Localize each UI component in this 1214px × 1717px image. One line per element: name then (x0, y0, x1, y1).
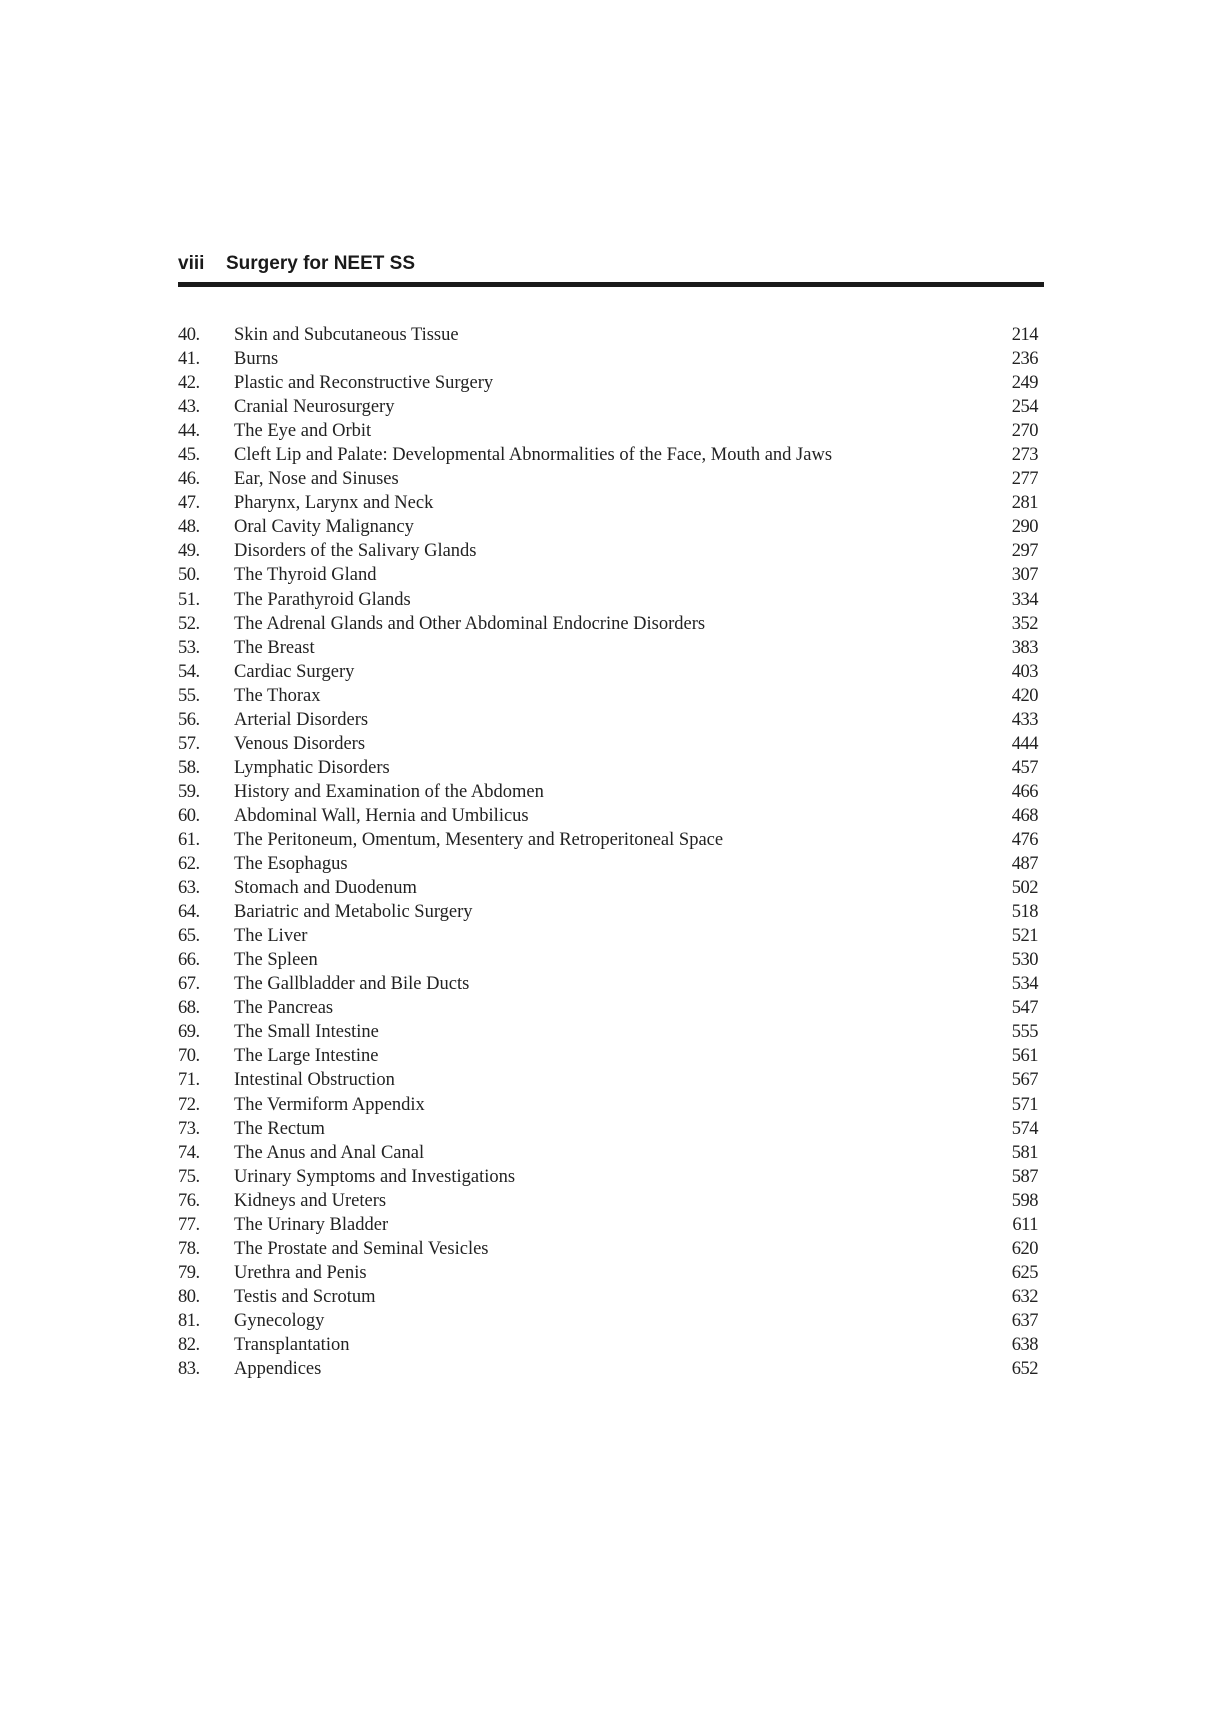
chapter-title: The Rectum (234, 1118, 325, 1139)
chapter-title: Gynecology (234, 1310, 325, 1331)
chapter-title: The Large Intestine (234, 1046, 379, 1067)
chapter-page-number: 433 (1011, 709, 1038, 730)
chapter-page-number: 270 (1011, 421, 1038, 442)
toc-entry (178, 1309, 1038, 1333)
chapter-page-number: 468 (1011, 805, 1038, 826)
chapter-number: 58. (178, 757, 200, 778)
toc-entry (178, 756, 1038, 780)
chapter-title: The Vermiform Appendix (234, 1094, 425, 1115)
chapter-page-number: 521 (1011, 926, 1038, 947)
chapter-page-number: 637 (1011, 1310, 1038, 1331)
chapter-title: Testis and Scrotum (234, 1286, 376, 1307)
chapter-page-number: 567 (1011, 1070, 1038, 1091)
toc-entry (178, 1285, 1038, 1309)
chapter-title: The Peritoneum, Omentum, Mesentery and Retroperitoneal Space (234, 829, 724, 850)
book-title: Surgery for NEET SS (226, 253, 415, 274)
chapter-number: 70. (178, 1046, 200, 1067)
toc-entry (178, 684, 1038, 708)
chapter-title: The Parathyroid Glands (234, 589, 411, 610)
chapter-number: 43. (178, 397, 200, 418)
chapter-title: The Pancreas (234, 998, 334, 1019)
chapter-page-number: 561 (1011, 1046, 1038, 1067)
chapter-number: 83. (178, 1359, 200, 1380)
toc-entry (178, 1357, 1038, 1381)
chapter-number: 65. (178, 926, 200, 947)
toc-entry (178, 1044, 1038, 1068)
chapter-page-number: 383 (1011, 637, 1038, 658)
chapter-title: The Gallbladder and Bile Ducts (234, 974, 470, 995)
toc-entry (178, 1068, 1038, 1092)
chapter-page-number: 254 (1011, 397, 1038, 418)
chapter-page-number: 534 (1011, 974, 1038, 995)
toc-entry (178, 515, 1038, 539)
chapter-title: Urethra and Penis (234, 1262, 367, 1283)
chapter-title: The Prostate and Seminal Vesicles (234, 1238, 489, 1259)
chapter-page-number: 620 (1011, 1238, 1038, 1259)
chapter-number: 41. (178, 349, 200, 370)
toc-entry (178, 612, 1038, 636)
chapter-title: Appendices (234, 1359, 322, 1380)
chapter-number: 64. (178, 902, 200, 923)
chapter-title: Cardiac Surgery (234, 661, 355, 682)
chapter-number: 74. (178, 1142, 200, 1163)
chapter-number: 48. (178, 517, 200, 538)
chapter-page-number: 297 (1011, 541, 1038, 562)
toc-entry (178, 467, 1038, 491)
chapter-number: 52. (178, 613, 200, 634)
chapter-page-number: 632 (1011, 1286, 1038, 1307)
running-header (178, 249, 1044, 287)
chapter-number: 59. (178, 781, 200, 802)
chapter-page-number: 352 (1011, 613, 1038, 634)
chapter-page-number: 574 (1011, 1118, 1038, 1139)
toc-entry (178, 852, 1038, 876)
toc-entry (178, 828, 1038, 852)
toc-entry (178, 948, 1038, 972)
chapter-title: Skin and Subcutaneous Tissue (234, 325, 459, 345)
toc-entry (178, 660, 1038, 684)
toc-entry (178, 1261, 1038, 1285)
toc-entry (178, 996, 1038, 1020)
chapter-title: The Eye and Orbit (234, 421, 372, 442)
toc-entry (178, 1189, 1038, 1213)
chapter-number: 75. (178, 1166, 200, 1187)
chapter-page-number: 518 (1011, 902, 1038, 923)
chapter-title: Urinary Symptoms and Investigations (234, 1166, 516, 1187)
toc-entry (178, 443, 1038, 467)
chapter-page-number: 581 (1011, 1142, 1038, 1163)
chapter-number: 46. (178, 469, 200, 490)
toc-entry (178, 371, 1038, 395)
chapter-title: The Small Intestine (234, 1022, 379, 1043)
toc-entry (178, 1213, 1038, 1237)
chapter-title: Cranial Neurosurgery (234, 397, 395, 418)
chapter-title: Cleft Lip and Palate: Developmental Abnormalities of the Face, Mouth and Jaws (234, 445, 833, 466)
chapter-title: Lymphatic Disorders (234, 757, 390, 778)
chapter-number: 60. (178, 805, 200, 826)
chapter-title: Plastic and Reconstructive Surgery (234, 373, 494, 394)
toc-entry (178, 1333, 1038, 1357)
chapter-number: 63. (178, 878, 200, 899)
page-number: viii (178, 253, 205, 274)
chapter-number: 76. (178, 1190, 200, 1211)
toc-entry (178, 1237, 1038, 1261)
chapter-page-number: 502 (1011, 878, 1038, 899)
chapter-page-number: 530 (1011, 950, 1038, 971)
chapter-number: 53. (178, 637, 200, 658)
chapter-page-number: 334 (1011, 589, 1038, 610)
toc-entry (178, 539, 1038, 563)
chapter-number: 56. (178, 709, 200, 730)
chapter-title: Pharynx, Larynx and Neck (234, 493, 434, 514)
chapter-number: 77. (178, 1214, 200, 1235)
toc-entry (178, 900, 1038, 924)
chapter-page-number: 444 (1011, 733, 1038, 754)
chapter-title: Disorders of the Salivary Glands (234, 541, 477, 562)
chapter-title: Stomach and Duodenum (234, 878, 417, 899)
chapter-number: 72. (178, 1094, 200, 1115)
chapter-page-number: 290 (1011, 517, 1038, 538)
toc-entry (178, 419, 1038, 443)
chapter-number: 49. (178, 541, 200, 562)
chapter-page-number: 273 (1011, 445, 1038, 466)
chapter-number: 69. (178, 1022, 200, 1043)
chapter-page-number: 249 (1011, 373, 1038, 394)
chapter-title: Kidneys and Ureters (234, 1190, 387, 1211)
chapter-title: Ear, Nose and Sinuses (234, 469, 399, 490)
chapter-number: 80. (178, 1286, 200, 1307)
toc-entry (178, 924, 1038, 948)
chapter-number: 62. (178, 854, 200, 875)
toc-entry (178, 1117, 1038, 1141)
chapter-title: The Breast (234, 637, 315, 658)
chapter-title: Abdominal Wall, Hernia and Umbilicus (234, 805, 529, 826)
chapter-page-number: 466 (1011, 781, 1038, 802)
toc-entry (178, 1165, 1038, 1189)
chapter-number: 79. (178, 1262, 200, 1283)
toc-entry (178, 347, 1038, 371)
chapter-page-number: 598 (1011, 1190, 1038, 1211)
chapter-title: Burns (234, 349, 279, 370)
chapter-title: Transplantation (234, 1334, 350, 1355)
chapter-number: 40. (178, 325, 200, 345)
chapter-number: 61. (178, 829, 200, 850)
chapter-page-number: 236 (1011, 349, 1038, 370)
chapter-number: 47. (178, 493, 200, 514)
toc-entry (178, 732, 1038, 756)
chapter-title: The Thyroid Gland (234, 565, 377, 586)
chapter-number: 71. (178, 1070, 200, 1091)
toc-entry (178, 1020, 1038, 1044)
chapter-number: 55. (178, 685, 200, 706)
chapter-number: 42. (178, 373, 200, 394)
chapter-page-number: 638 (1011, 1334, 1038, 1355)
chapter-title: History and Examination of the Abdomen (234, 781, 544, 802)
chapter-number: 78. (178, 1238, 200, 1259)
chapter-number: 50. (178, 565, 200, 586)
chapter-title: The Thorax (234, 685, 321, 706)
chapter-number: 67. (178, 974, 200, 995)
chapter-page-number: 555 (1011, 1022, 1038, 1043)
chapter-number: 81. (178, 1310, 200, 1331)
chapter-page-number: 277 (1011, 469, 1038, 490)
chapter-page-number: 403 (1011, 661, 1038, 682)
chapter-page-number: 611 (1012, 1214, 1038, 1235)
chapter-page-number: 571 (1011, 1094, 1038, 1115)
chapter-page-number: 487 (1011, 854, 1038, 875)
toc-entry (178, 588, 1038, 612)
chapter-page-number: 307 (1011, 565, 1038, 586)
chapter-number: 45. (178, 445, 200, 466)
toc-entry (178, 876, 1038, 900)
chapter-number: 57. (178, 733, 200, 754)
chapter-number: 68. (178, 998, 200, 1019)
toc-entry (178, 804, 1038, 828)
chapter-title: Venous Disorders (234, 733, 366, 754)
chapter-page-number: 281 (1011, 493, 1038, 514)
chapter-title: The Urinary Bladder (234, 1214, 389, 1235)
chapter-page-number: 625 (1011, 1262, 1038, 1283)
chapter-number: 54. (178, 661, 200, 682)
chapter-number: 73. (178, 1118, 200, 1139)
table-of-contents (178, 323, 1038, 1381)
chapter-number: 51. (178, 589, 200, 610)
chapter-title: The Adrenal Glands and Other Abdominal Endocrine Disorders (234, 613, 706, 634)
chapter-title: Intestinal Obstruction (234, 1070, 395, 1091)
chapter-number: 66. (178, 950, 200, 971)
chapter-title: The Spleen (234, 950, 318, 971)
toc-entry (178, 1093, 1038, 1117)
toc-entry (178, 972, 1038, 996)
chapter-title: Bariatric and Metabolic Surgery (234, 902, 473, 923)
chapter-title: The Esophagus (234, 854, 348, 875)
toc-entry (178, 1141, 1038, 1165)
chapter-title: Oral Cavity Malignancy (234, 517, 414, 538)
toc-entry (178, 395, 1038, 419)
chapter-page-number: 420 (1011, 685, 1038, 706)
toc-entry (178, 323, 1038, 347)
chapter-page-number: 457 (1011, 757, 1038, 778)
chapter-page-number: 214 (1011, 325, 1038, 345)
chapter-number: 82. (178, 1334, 200, 1355)
toc-entry (178, 563, 1038, 587)
chapter-page-number: 547 (1011, 998, 1038, 1019)
toc-entry (178, 636, 1038, 660)
chapter-page-number: 652 (1011, 1359, 1038, 1380)
toc-entry (178, 780, 1038, 804)
chapter-title: Arterial Disorders (234, 709, 369, 730)
chapter-title: The Liver (234, 926, 308, 947)
toc-entry (178, 491, 1038, 515)
chapter-page-number: 476 (1011, 829, 1038, 850)
chapter-page-number: 587 (1011, 1166, 1038, 1187)
chapter-number: 44. (178, 421, 200, 442)
chapter-title: The Anus and Anal Canal (234, 1142, 425, 1163)
toc-entry (178, 708, 1038, 732)
